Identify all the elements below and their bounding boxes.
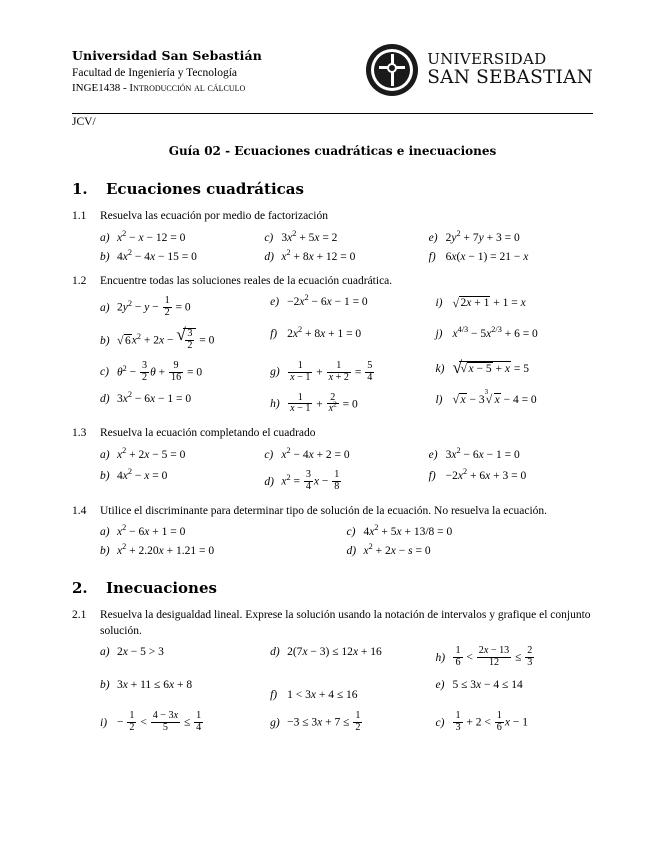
item-expression: − $\frac{1}{2}$ < $\frac{4 - 3x}{5}$ ≤ $\frac{1}{4}$ [117, 710, 202, 734]
item-1-2-g [270, 361, 435, 384]
problem-1-2 [72, 274, 593, 416]
item-label: i) [435, 297, 443, 310]
item-label: h) [270, 398, 280, 411]
logo-wordmark [427, 52, 593, 88]
header-rule [72, 113, 593, 114]
item-expression: 2(7x − 3) ≤ 12x + 16 [287, 646, 382, 659]
author-initials: JCV/ [72, 116, 96, 128]
item-1-2-d [100, 389, 270, 416]
item-label: c) [435, 716, 445, 729]
item-expression: $2y^2 + 7y + 3 = 0$ [445, 228, 520, 244]
item-expression: 1 < 3x + 4 ≤ 16 [287, 689, 358, 702]
item-1-2-f [270, 325, 435, 352]
item-1-4-b [100, 542, 347, 558]
problem-1-3-number: 1.3 [72, 427, 87, 440]
item-1-2-c [100, 361, 270, 384]
item-expression: √ 2x + 1 + 1 = x [452, 296, 525, 309]
item-expression: $4x^2 - 4x - 15 = 0$ [117, 247, 197, 263]
item-2-1-c [435, 711, 593, 734]
section-heading-1 [72, 180, 593, 198]
item-1-1-e [428, 228, 593, 244]
item-label: d) [264, 475, 274, 488]
item-1-1-a [100, 228, 264, 244]
problem-1-3-text: Resuelva la ecuación completando el cuadrado [100, 427, 316, 440]
item-label: g) [270, 716, 280, 729]
item-2-1-g [270, 711, 435, 734]
item-1-4-c [346, 523, 594, 539]
item-1-4-a [100, 523, 347, 539]
problem-1-2-text: Encuentre todas las soluciones reales de la ecuación cuadrática. [100, 274, 393, 287]
item-expression: $x^2 - 4x + 2 = 0$ [281, 446, 350, 461]
item-expression: $3x^2 + 5x = 2$ [281, 228, 338, 244]
item-1-3-a [100, 446, 264, 461]
logo-line-2: SAN SEBASTIAN [427, 67, 593, 89]
item-expression: 2x − 5 > 3 [117, 646, 164, 659]
item-label: a) [100, 646, 110, 659]
problem-1-4-items [100, 523, 593, 558]
item-label: l) [435, 393, 443, 406]
university-logo [366, 44, 593, 96]
item-label: b) [100, 469, 110, 482]
item-label: c) [264, 231, 274, 244]
item-label: c) [100, 366, 109, 379]
item-1-1-d [264, 247, 428, 263]
item-2-1-e [435, 679, 593, 691]
item-expression: $4x^2 + 5x + 13/8 = 0$ [363, 523, 453, 539]
item-2-1-b [100, 679, 270, 701]
section-2-title: Inecuaciones [106, 579, 217, 598]
item-label: c) [264, 448, 274, 461]
logo-line-1: UNIVERSIDAD [427, 50, 547, 69]
item-1-1-c [264, 228, 428, 244]
item-1-3-c [264, 446, 428, 461]
item-expression: $x^2 - x - 12 = 0$ [117, 228, 186, 244]
item-2-1-f [270, 689, 435, 701]
item-expression: $x^2 + 2x - 5 = 0$ [117, 446, 186, 461]
problem-1-2-items [100, 293, 593, 415]
item-label: b) [100, 679, 110, 692]
item-expression: $x^2 + 2.20x + 1.21 = 0$ [117, 542, 215, 558]
item-expression: $x^2 + 8x + 12 = 0$ [281, 247, 356, 263]
item-1-2-e [270, 293, 435, 319]
problem-1-4-number: 1.4 [72, 504, 87, 517]
crest-icon [366, 44, 418, 96]
item-expression: 3x + 11 ≤ 6x + 8 [117, 679, 193, 692]
item-1-2-j [435, 325, 593, 352]
item-expression: $\frac{1}{x - 1}$ + $\frac{2}{x^2}$ = 0 [290, 391, 358, 415]
course-name: INGE1438 - Introducción al cálculo [72, 82, 246, 95]
item-expression: 6x(x − 1) = 21 − x [445, 250, 529, 263]
problem-1-3-items [100, 446, 593, 493]
item-expression: $4x^2 - x = 0$ [117, 467, 168, 482]
item-label: f) [428, 469, 436, 482]
item-label: d) [100, 392, 110, 405]
item-1-3-e [428, 446, 593, 461]
problem-1-1-number: 1.1 [72, 210, 87, 222]
item-1-4-d [346, 542, 594, 558]
section-1-number: 1. [72, 180, 88, 198]
item-expression: $2x^2 + 8x + 1 = 0$ [287, 325, 362, 340]
section-1-title: Ecuaciones cuadráticas [106, 180, 304, 198]
problem-2-1-items [100, 646, 593, 734]
problem-1-4-text: Utilice el discriminante para determinar tipo de solución de la ecuación. No resuelva la ecuación. [100, 504, 548, 517]
item-label: b) [100, 334, 110, 347]
item-1-2-l [435, 393, 593, 416]
problem-1-1-items [100, 228, 593, 263]
section-heading-2 [72, 579, 593, 597]
item-label: a) [100, 231, 110, 244]
item-expression: −3 ≤ 3x + 7 ≤ $\frac{1}{2}$ [287, 710, 361, 734]
item-label: e) [428, 231, 438, 244]
section-2-number: 2. [72, 579, 88, 598]
item-label: d) [346, 545, 357, 558]
item-2-1-h [435, 646, 593, 669]
item-label: g) [270, 366, 280, 379]
item-expression: $3x^2 - 6x - 1 = 0$ [445, 446, 520, 461]
item-label: i) [100, 716, 108, 729]
item-expression: √ x − 3 √ x 3 − 4 = 0 [452, 393, 536, 406]
item-expression: √ √ x − 5 + x = 5 [452, 361, 528, 375]
item-expression: $3x^2 - 6x - 1 = 0$ [117, 389, 192, 405]
problem-2-1 [72, 608, 593, 734]
item-expression: $x^2 - 6x + 1 = 0$ [117, 523, 186, 539]
problem-1-3 [72, 426, 593, 492]
item-expression: $\theta^2$ − $\frac{3}{2}$ θ + $\frac{9}{16}$ = 0 [117, 359, 203, 383]
item-1-3-d [264, 470, 428, 493]
item-2-1-a [100, 646, 270, 669]
item-label: e) [428, 448, 438, 461]
item-2-1-i [100, 711, 270, 734]
item-label: c) [346, 526, 356, 539]
item-1-2-a [100, 296, 270, 319]
document-header [72, 48, 593, 106]
problem-2-1-text: Resuelva la desigualdad lineal. Exprese la solución usando la notación de intervalos y grafique el conjunto solución. [100, 609, 591, 637]
item-label: d) [270, 646, 280, 659]
item-label: e) [435, 679, 445, 692]
item-expression: $2y^2 - y$ − $\frac{1}{2}$ = 0 [117, 295, 191, 318]
item-expression: $x^2 + 2x - s = 0$ [363, 542, 431, 558]
item-label: e) [270, 296, 280, 309]
item-1-2-k [435, 361, 593, 384]
item-label: d) [264, 250, 274, 263]
item-1-1-f [429, 251, 593, 263]
item-label: a) [100, 448, 110, 461]
item-label: a) [100, 526, 110, 539]
item-1-3-f [428, 467, 593, 493]
problem-1-4 [72, 504, 593, 558]
item-expression: $x^2$ = $\frac{3}{4}$ x − $\frac{1}{8}$ [281, 468, 340, 492]
item-expression: √ $6x^2 + 2x$ − √ $\frac{3}{2}$ = 0 [117, 328, 214, 352]
item-label: f) [428, 250, 436, 263]
item-label: k) [435, 362, 445, 375]
item-label: h) [435, 651, 446, 664]
item-1-2-i [435, 296, 593, 319]
faculty-name: Facultad de Ingeniería y Tecnología [72, 66, 238, 79]
problem-1-1 [72, 209, 593, 263]
problem-1-2-number: 1.2 [72, 274, 87, 287]
item-label: b) [100, 250, 110, 263]
item-expression: $x^{4/3} - 5x^{2/3} + 6 = 0$ [452, 325, 538, 340]
problem-1-1-text: Resuelva las ecuación por medio de factorización [100, 210, 328, 222]
item-1-1-b [100, 247, 264, 263]
item-expression: $-2x^2 + 6x + 3 = 0$ [445, 467, 527, 482]
item-expression: $\frac{1}{6}$ < $\frac{2x - 13}{12}$ ≤ $\frac{2}{3}$ [455, 645, 533, 669]
item-label: f) [270, 327, 278, 340]
university-name: Universidad San Sebastián [72, 48, 262, 63]
item-expression: 5 ≤ 3x − 4 ≤ 14 [452, 679, 523, 692]
problem-2-1-number: 2.1 [72, 609, 87, 622]
item-1-3-b [100, 467, 264, 493]
item-1-2-b [100, 328, 270, 352]
item-expression: $-2x^2 - 6x - 1 = 0$ [287, 293, 368, 309]
guide-title: Guía 02 - Ecuaciones cuadráticas e inecuaciones [168, 144, 497, 158]
item-expression: $\frac{1}{3}$ + 2 < $\frac{1}{6}$ x − 1 [455, 710, 528, 734]
item-2-1-d [270, 646, 435, 669]
item-1-2-h [270, 393, 435, 416]
item-label: a) [100, 301, 110, 314]
item-label: b) [100, 545, 110, 558]
item-expression: $\frac{1}{x - 1}$ + $\frac{1}{x + 2}$ = $\frac{5}{4}$ [290, 359, 373, 383]
item-label: j) [435, 327, 443, 340]
item-label: f) [270, 689, 278, 702]
